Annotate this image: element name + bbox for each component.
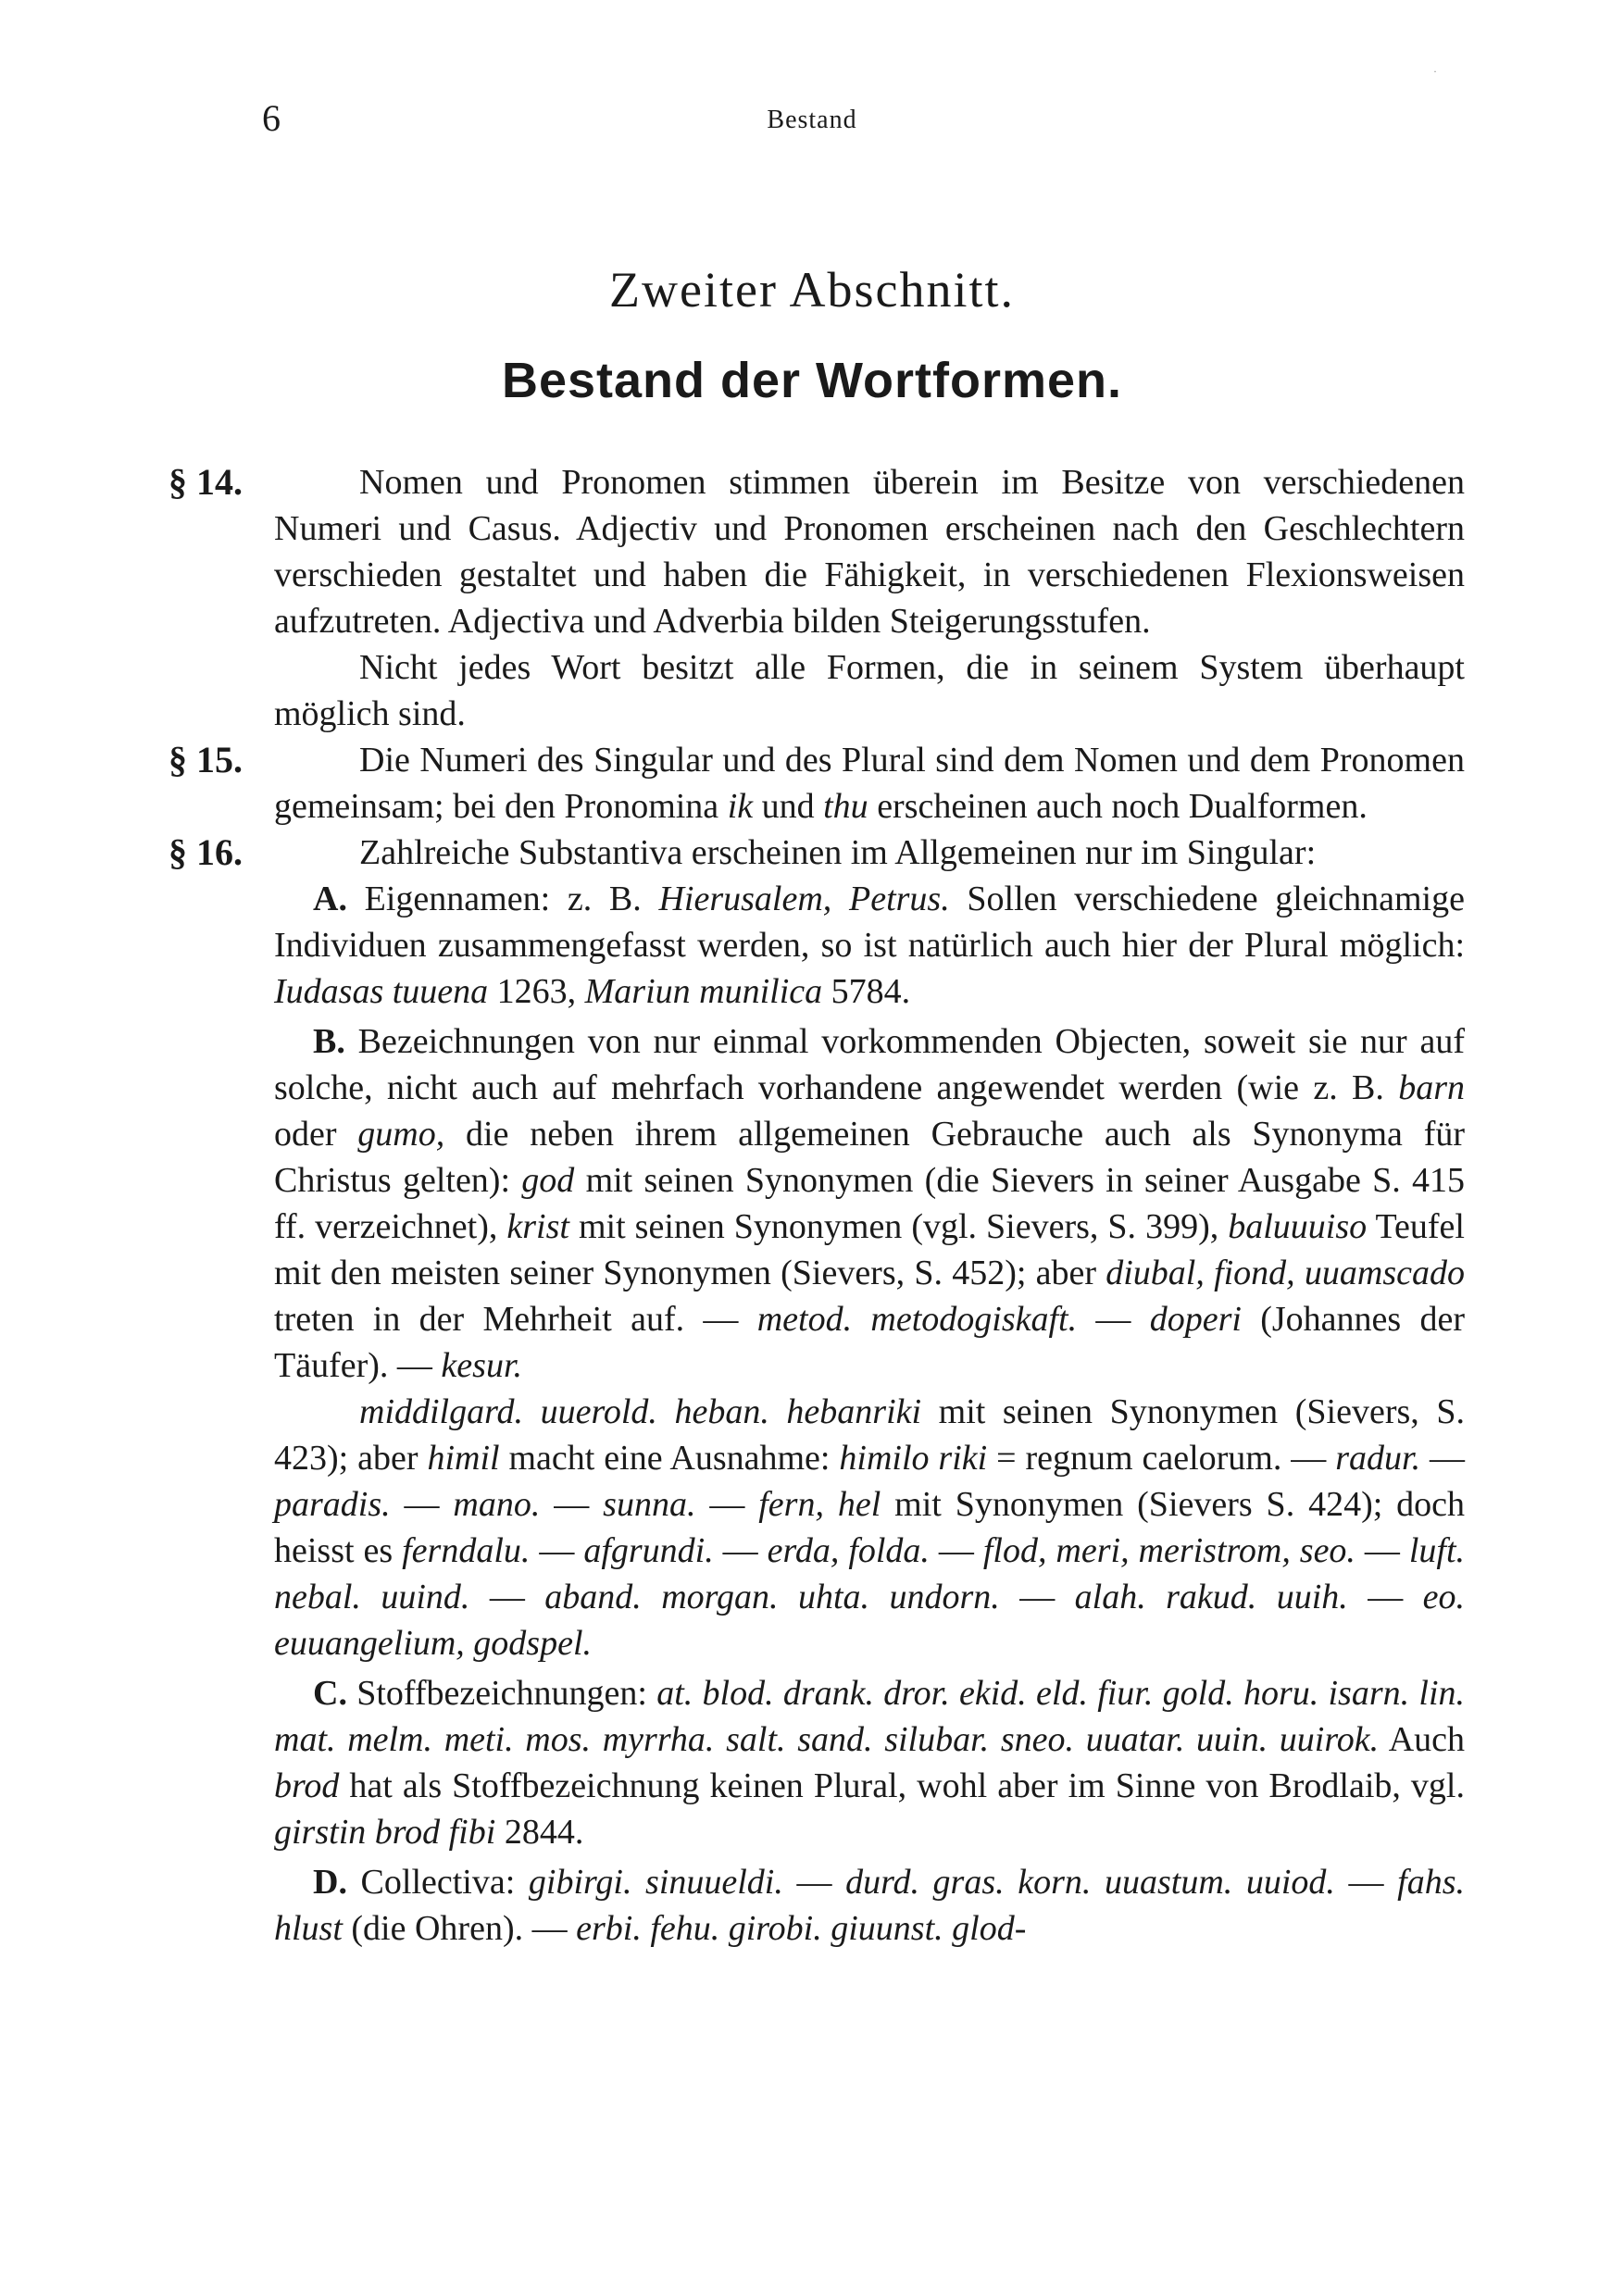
text-span: Collectiva: [346, 1863, 529, 1902]
text-span: 1263, [488, 972, 585, 1011]
italic-term: baluuuiso [1228, 1207, 1368, 1246]
subsection-d [274, 1859, 1465, 1952]
italic-term: doperi [1149, 1300, 1242, 1339]
italic-term: barn [1398, 1068, 1465, 1107]
text-span: — [713, 1531, 768, 1570]
text-span: Auch [1379, 1720, 1465, 1759]
text-span: (die Ohren). — [342, 1909, 577, 1948]
text-span: — [469, 1578, 545, 1616]
italic-term: erbi. fehu. girobi. giuunst. glod- [576, 1909, 1027, 1948]
text-span: — [1334, 1863, 1398, 1902]
subsection-label: A. [313, 880, 347, 918]
running-head: Bestand [767, 106, 857, 134]
text-span: — [1347, 1578, 1423, 1616]
body-text [0, 459, 1624, 1952]
text-span: — [1355, 1531, 1409, 1570]
text-span: treten in der Mehrheit auf. — [274, 1300, 757, 1339]
italic-term: Mariun munilica [584, 972, 823, 1011]
italic-term: paradis. [274, 1485, 391, 1524]
text-span: — [999, 1578, 1075, 1616]
text-span: — [695, 1485, 759, 1524]
text-span: macht eine Ausnahme: [499, 1439, 840, 1478]
italic-term: mano. [453, 1485, 541, 1524]
text-span: und [753, 787, 824, 826]
italic-term: Hierusalem, Petrus. [658, 880, 950, 918]
italic-term: fahs. hlust [274, 1863, 1465, 1948]
text-span: mit seinen Synonymen (die Sievers in seiner Ausgabe S. 415 ff. verzeichnet), [274, 1161, 1465, 1246]
italic-term: gumo, [357, 1115, 445, 1154]
subsection-label: C. [313, 1674, 347, 1713]
section-subtitle: Bestand der Wortformen. [501, 353, 1123, 408]
text-span: mit seinen Synonymen (Sievers, S. 423); aber [274, 1392, 1465, 1478]
paragraph-15-text [274, 737, 1465, 830]
italic-term: sunna. [603, 1485, 696, 1524]
italic-term: durd. gras. korn. uuastum. uuiod. [845, 1863, 1335, 1902]
text-span: — [530, 1531, 584, 1570]
subsection-a [274, 876, 1465, 1015]
text-span: 5784. [822, 972, 911, 1011]
italic-term: himil [427, 1439, 500, 1478]
italic-term: Iudasas tuuena [274, 972, 489, 1011]
text-span: Eigennamen: z. B. [346, 880, 659, 918]
italic-term: ferndalu. [402, 1531, 531, 1570]
subsection-b-continued [274, 1389, 1465, 1666]
italic-term: luft. nebal. uuind. [274, 1531, 1466, 1616]
stray-mark: · [1433, 65, 1437, 78]
page-number: 6 [262, 97, 281, 139]
italic-term: brod [274, 1766, 340, 1805]
italic-term: middilgard. uuerold. heban. hebanriki [359, 1392, 922, 1431]
paragraph-14-text: Nomen und Pronomen stimmen überein im Besitze von verschiedenen Numeri und Casus. Adjectiv und Pronomen erscheinen nach den Geschlechtern verschieden gestaltet und haben die Fähigkeit, in verschiedenen Flexionsweisen aufzutreten. Adjectiva und Adverbia bilden Steigerungsstufen. [274, 463, 1465, 641]
paragraph-15 [0, 737, 1624, 830]
italic-term: gibirgi. sinuueldi. [528, 1863, 783, 1902]
subsection-label: B. [313, 1022, 345, 1061]
text-span: — [1077, 1300, 1150, 1339]
text-span: 2844. [495, 1813, 584, 1852]
text-span: hat als Stoffbezeichnung keinen Plural, wohl aber im Sinne von Brodlaib, vgl. [339, 1766, 1465, 1805]
text-span: erscheinen auch noch Dualformen. [868, 787, 1368, 826]
section-title: Zweiter Abschnitt. [609, 262, 1015, 318]
text-span: = regnum caelorum. — [987, 1439, 1336, 1478]
text-span: die neben ihrem allgemeinen Gebrauche auch als Synonyma für Christus gelten): [274, 1115, 1465, 1200]
italic-term: erda, folda. [767, 1531, 930, 1570]
subsection-c [274, 1670, 1465, 1855]
italic-term: himilo riki [839, 1439, 988, 1478]
italic-term: thu [823, 787, 868, 826]
italic-term: alah. rakud. uuih. [1074, 1578, 1348, 1616]
text-span: mit seinen Synonymen (vgl. Sievers, S. 399), [568, 1207, 1229, 1246]
text-span: Bezeichnungen von nur einmal vorkommenden Objecten, soweit sie nur auf solche, nicht auch auf mehrfach vorhandene angewendet werden (wie z. B. [274, 1022, 1465, 1107]
italic-term: krist [506, 1207, 569, 1246]
text-span: Teufel mit den meisten seiner Synonymen (Sievers, S. 452); aber [274, 1207, 1465, 1292]
text-span: (Johannes der Täufer). — [274, 1300, 1466, 1385]
text-span: mit Synonymen (Sievers S. 424); doch heisst es [274, 1485, 1466, 1570]
italic-term: afgrundi. [583, 1531, 714, 1570]
paragraph-16-intro: Zahlreiche Substantiva erscheinen im Allgemeinen nur im Singular: [359, 833, 1317, 872]
text-span: Sollen verschiedene gleichnamige Individuen zusammengefasst werden, so ist natürlich auch hier der Plural möglich: [274, 880, 1465, 965]
text-span: — [929, 1531, 983, 1570]
paragraph-14-text-2: Nicht jedes Wort besitzt alle Formen, die in seinem System überhaupt möglich sind. [274, 648, 1465, 733]
section-marker-15: § 15. [169, 739, 243, 780]
section-marker-16: § 16. [169, 831, 243, 873]
italic-term: radur. [1335, 1439, 1421, 1478]
italic-term: kesur. [441, 1346, 523, 1385]
italic-term: diubal, fiond, uuamscado [1106, 1254, 1465, 1292]
text-span: — [1420, 1439, 1465, 1478]
subsection-label: D. [313, 1863, 347, 1902]
italic-term: at. blod. drank. dror. ekid. eld. fiur. gold. horu. isarn. lin. mat. melm. meti. mos. myrrha. salt. sand. silubar. sneo. uuatar. uuin. uuirok. [274, 1674, 1465, 1759]
italic-term: eo. euuangelium, godspel. [274, 1578, 1466, 1663]
text-span: — [540, 1485, 604, 1524]
italic-term: girstin brod fibi [274, 1813, 496, 1852]
italic-term: aband. morgan. uhta. undorn. [544, 1578, 1000, 1616]
italic-term: metod. metodogiskaft. [756, 1300, 1078, 1339]
text-span: — [390, 1485, 454, 1524]
italic-term: flod, meri, meristrom, seo. [982, 1531, 1355, 1570]
text-span: Die Numeri des Singular und des Plural sind dem Nomen und dem Pronomen gemeinsam; bei den Pronomina [274, 741, 1465, 826]
section-marker-14: § 14. [169, 461, 243, 503]
italic-term: god [521, 1161, 575, 1200]
subsection-b [274, 1018, 1465, 1389]
text-span: — [782, 1863, 846, 1902]
paragraph-16 [0, 830, 1624, 1952]
italic-term: fern, hel [758, 1485, 881, 1524]
text-span: oder [274, 1115, 358, 1154]
italic-term: ik [727, 787, 754, 826]
text-span: Stoffbezeichnungen: [346, 1674, 657, 1713]
paragraph-14 [0, 459, 1624, 737]
